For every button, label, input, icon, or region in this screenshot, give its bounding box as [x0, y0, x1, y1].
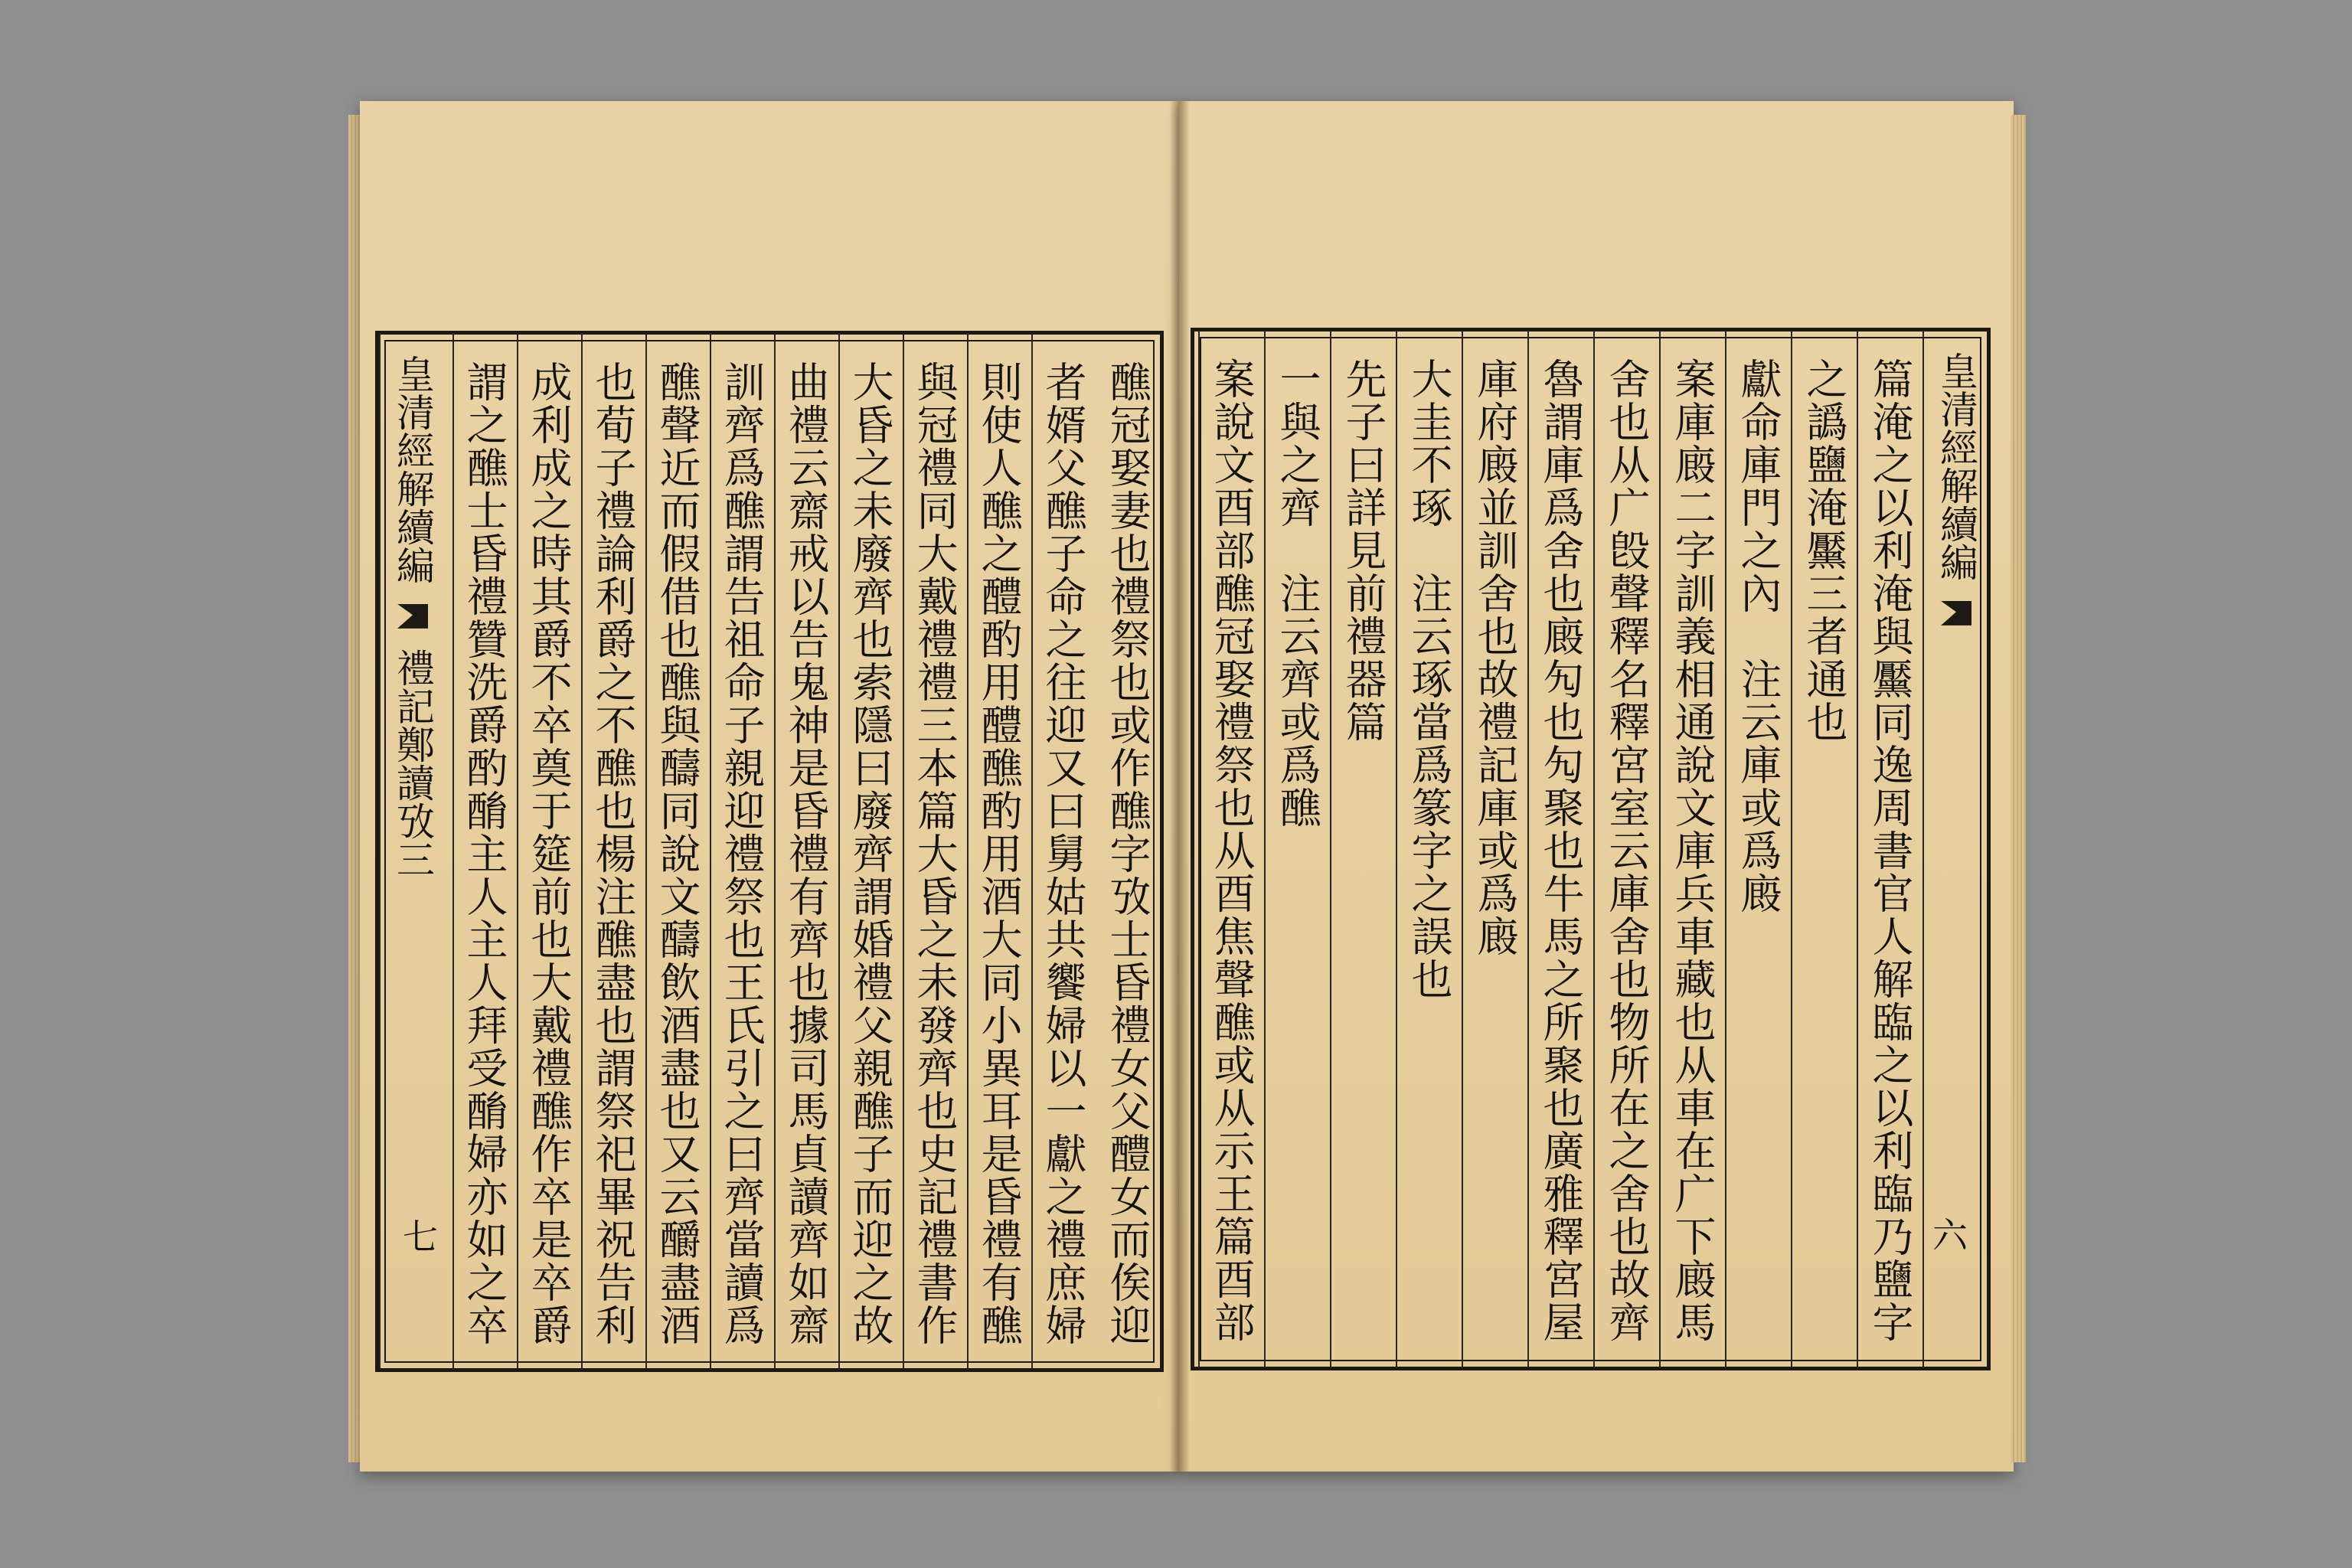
text-column: 者婿父醮子命之往迎又曰舅姑共饗婦以一獻之禮庶婦 — [1031, 335, 1096, 1368]
banner-title: 皇清經解續編 — [390, 354, 435, 584]
text-column: 一與之齊 注云齊或爲醮 — [1264, 332, 1330, 1367]
banner-title: 皇清經解續編 — [1934, 351, 1978, 581]
text-column: 案說文酉部醮冠娶禮祭也从酉焦聲醮或从示王篇酉部 — [1198, 332, 1264, 1367]
text-column: 之譌鹽淹黶三者通也 — [1791, 332, 1857, 1367]
banner-section: 禮記鄭讀攷三 — [390, 648, 435, 878]
text-column: 也荀子禮論利爵之不醮也楊注醮盡也謂祭祀畢祝告利 — [581, 335, 645, 1368]
left-page-banner — [379, 335, 443, 1368]
text-column: 先子曰詳見前禮器篇 — [1330, 332, 1396, 1367]
right-page-banner — [1922, 332, 1987, 1367]
left-text-frame — [375, 331, 1164, 1372]
right-page-edges — [2011, 115, 2026, 1462]
text-column: 大圭不琢 注云琢當爲篆字之誤也 — [1396, 332, 1462, 1367]
text-column: 魯謂庫爲舍也廄勼也勼聚也牛馬之所聚也廣雅釋宮屋 — [1527, 332, 1593, 1367]
book-gutter — [1170, 101, 1190, 1472]
text-column: 曲禮云齋戒以告鬼神是昏禮有齊也據司馬貞讀齊如齋 — [774, 335, 838, 1368]
text-column: 舍也从广𣪘聲釋名釋宮室云庫舍也物所在之舍也故齊 — [1593, 332, 1659, 1367]
fish-tail-mark-icon — [397, 604, 428, 629]
fish-tail-mark-icon — [1941, 601, 1971, 626]
text-column: 成利成之時其爵不卒奠于筵前也大戴禮醮作卒是卒爵 — [517, 335, 581, 1368]
text-column: 醮冠娶妻也禮祭也或作醮字攷士昏禮女父醴女而俟迎 — [1103, 361, 1152, 1347]
text-column: 與冠禮同大戴禮禮三本篇大昏之未發齊也史記禮書作 — [903, 335, 967, 1368]
text-column: 案庫廄二字訓義相通說文庫兵車藏也从車在广下廄馬 — [1659, 332, 1725, 1367]
text-column: 獻命庫門之內 注云庫或爲廄 — [1725, 332, 1791, 1367]
text-column: 篇淹之以利淹與黶同逸周書官人解臨之以利臨乃鹽字 — [1857, 332, 1922, 1367]
right-text-frame — [1191, 328, 1991, 1370]
page-number: 六 — [1927, 1217, 1968, 1252]
text-column: 則使人醮之醴酌用醴醮酌用酒大同小異耳是昏禮有醮 — [967, 335, 1031, 1368]
text-column: 醮聲近而假借也醮與醻同說文醻飲酒盡也又云釂盡酒 — [645, 335, 710, 1368]
text-column: 訓齊爲醮謂告祖命子親迎禮祭也王氏引之曰齊當讀爲 — [710, 335, 774, 1368]
text-column: 大昏之未廢齊也索隱曰廢齊謂婚禮父親醮子而迎之故 — [838, 335, 903, 1368]
text-column: 庫府廄並訓舍也故禮記庫或爲廄 — [1462, 332, 1527, 1367]
page-number: 七 — [397, 1218, 439, 1253]
text-column: 謂之醮士昏禮贊洗爵酌酳主人主人拜受酳婦亦如之卒 — [452, 335, 517, 1368]
